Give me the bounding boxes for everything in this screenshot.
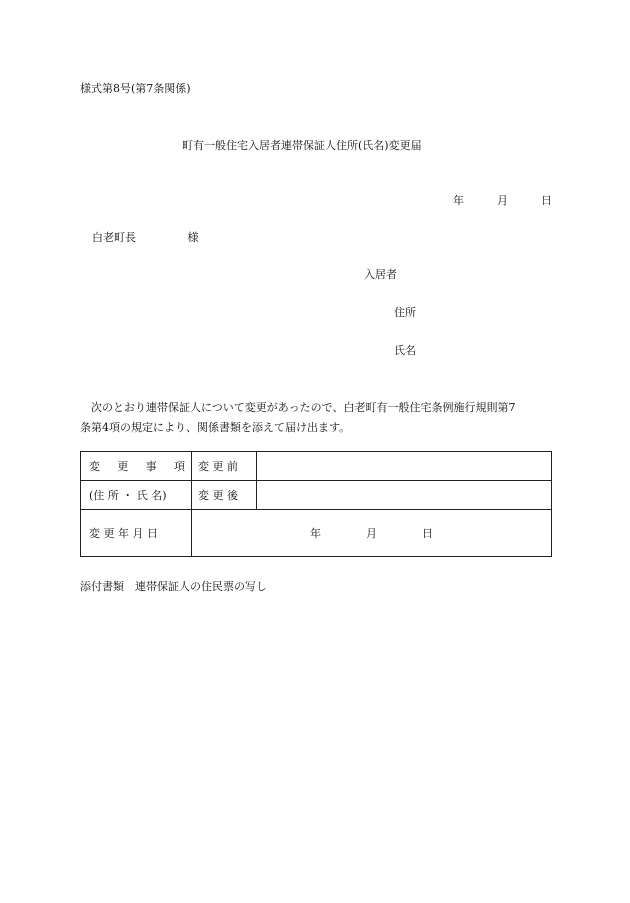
body-text <box>80 398 560 438</box>
after-label: 変 更 後 <box>192 481 257 510</box>
date-day-label: 日 <box>541 194 552 207</box>
change-item-label: 変 更 事 項 <box>81 452 192 481</box>
body-line-1: 次のとおり連帯保証人について変更があったので、白老町有一般住宅条例施行規則第7 <box>91 401 516 414</box>
addressee-name: 白老町長 <box>92 231 136 244</box>
change-date-value-cell[interactable] <box>192 510 552 557</box>
change-item-sub-label: (住 所 ・ 氏 名) <box>81 481 192 510</box>
address-label: 住所 <box>394 306 416 319</box>
form-number: 様式第8号(第7条関係) <box>80 82 191 95</box>
date-month-label: 月 <box>497 194 508 207</box>
addressee <box>92 232 199 243</box>
addressee-honorific: 様 <box>187 231 199 244</box>
name-label: 氏名 <box>394 344 416 357</box>
submission-date-line <box>453 195 552 206</box>
before-label: 変 更 前 <box>192 452 257 481</box>
body-line-2: 条第4項の規定により、関係書類を添えて届け出ます。 <box>80 421 351 434</box>
change-date-day: 日 <box>422 527 433 540</box>
after-value-cell[interactable] <box>257 481 552 510</box>
attachment-note: 添付書類 連帯保証人の住民票の写し <box>80 580 267 593</box>
change-date-label: 変 更 年 月 日 <box>81 510 192 557</box>
date-year-label: 年 <box>453 194 464 207</box>
change-table <box>80 451 552 557</box>
document-title: 町有一般住宅入居者連帯保証人住所(氏名)変更届 <box>182 139 422 152</box>
resident-label: 入居者 <box>364 268 397 281</box>
change-date-month: 月 <box>366 527 377 540</box>
before-value-cell[interactable] <box>257 452 552 481</box>
change-date-year: 年 <box>310 527 321 540</box>
